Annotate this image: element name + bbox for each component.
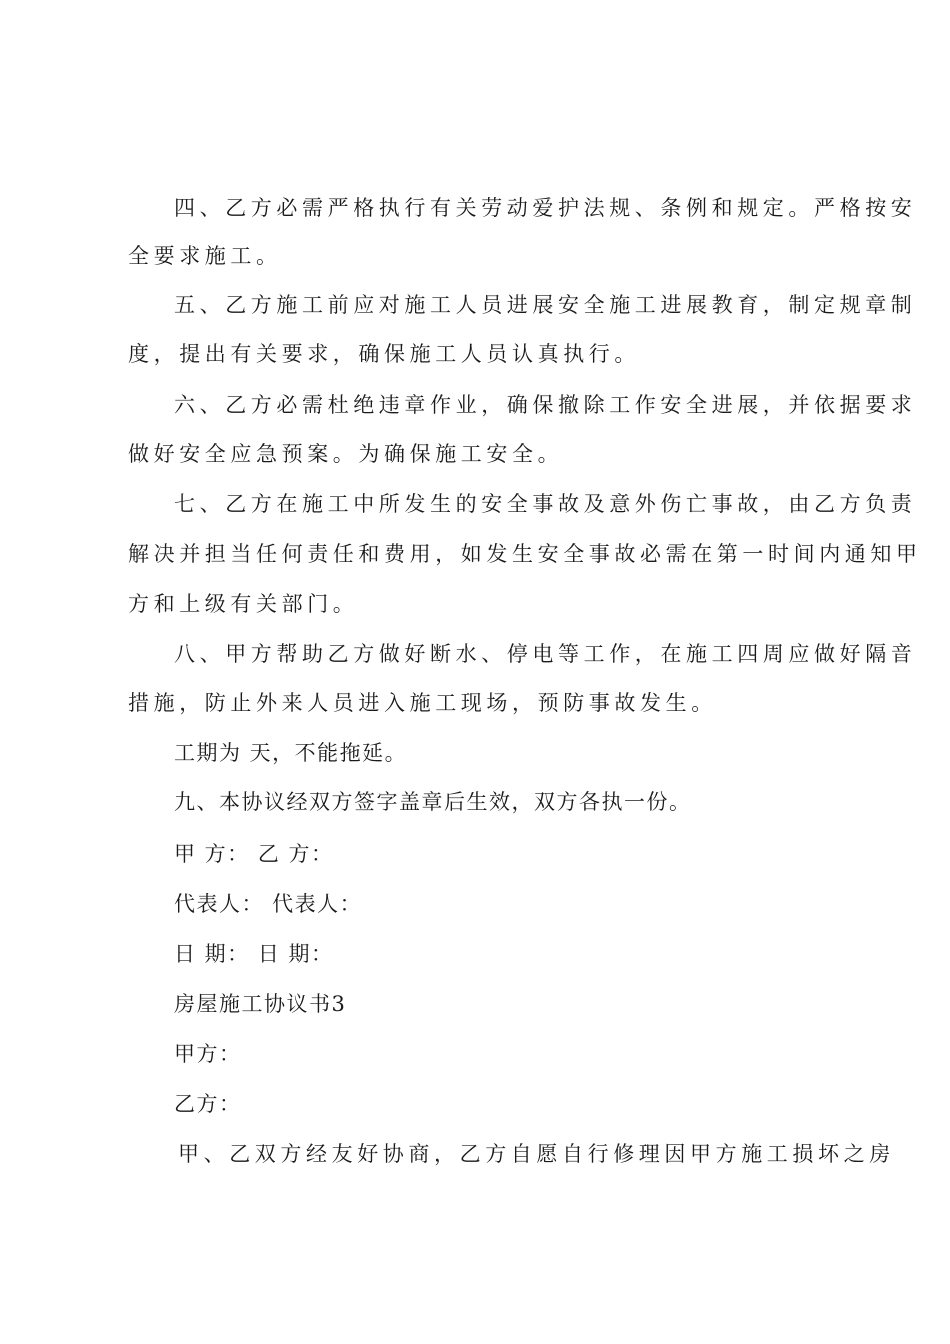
clause-6-line-1: 六、乙方必需杜绝违章作业，确保撤除工作安全进展，并依据要求 [174,393,917,417]
clause-5-line-2: 度，提出有关要求，确保施工人员认真执行。 [128,342,640,366]
party-b-label: 乙方： [174,1092,242,1116]
agreement-3-title: 房屋施工协议书3 [174,992,347,1016]
clause-8-line-1: 八、甲方帮助乙方做好断水、停电等工作，在施工四周应做好隔音 [174,642,917,666]
party-signature-line: 甲 方： 乙 方： [174,842,334,866]
clause-7-line-1: 七、乙方在施工中所发生的安全事故及意外伤亡事故，由乙方负责 [174,492,917,516]
clause-9-line: 九、本协议经双方签字盖章后生效，双方各执一份。 [174,790,692,814]
representative-line: 代表人： 代表人： [174,892,363,916]
clause-7-line-2: 解决并担当任何责任和费用，如发生安全事故必需在第一时间内通知甲 [128,542,922,566]
agreement-3-intro-line: 甲、乙双方经友好协商，乙方自愿自行修理因甲方施工损坏之房 [178,1142,895,1166]
clause-7-line-3: 方和上级有关部门。 [128,592,359,616]
clause-4-line-1: 四、乙方必需严格执行有关劳动爱护法规、条例和规定。严格按安 [174,196,917,220]
clause-6-line-2: 做好安全应急预案。为确保施工安全。 [128,442,564,466]
work-period-line: 工期为 天，不能拖延。 [174,741,408,765]
clause-4-line-2: 全要求施工。 [128,244,282,268]
clause-5-line-1: 五、乙方施工前应对施工人员进展安全施工进展教育，制定规章制 [174,293,917,317]
date-line: 日 期： 日 期： [174,942,334,966]
clause-8-line-2: 措施，防止外来人员进入施工现场，预防事故发生。 [128,691,717,715]
party-a-label: 甲方： [174,1042,242,1066]
